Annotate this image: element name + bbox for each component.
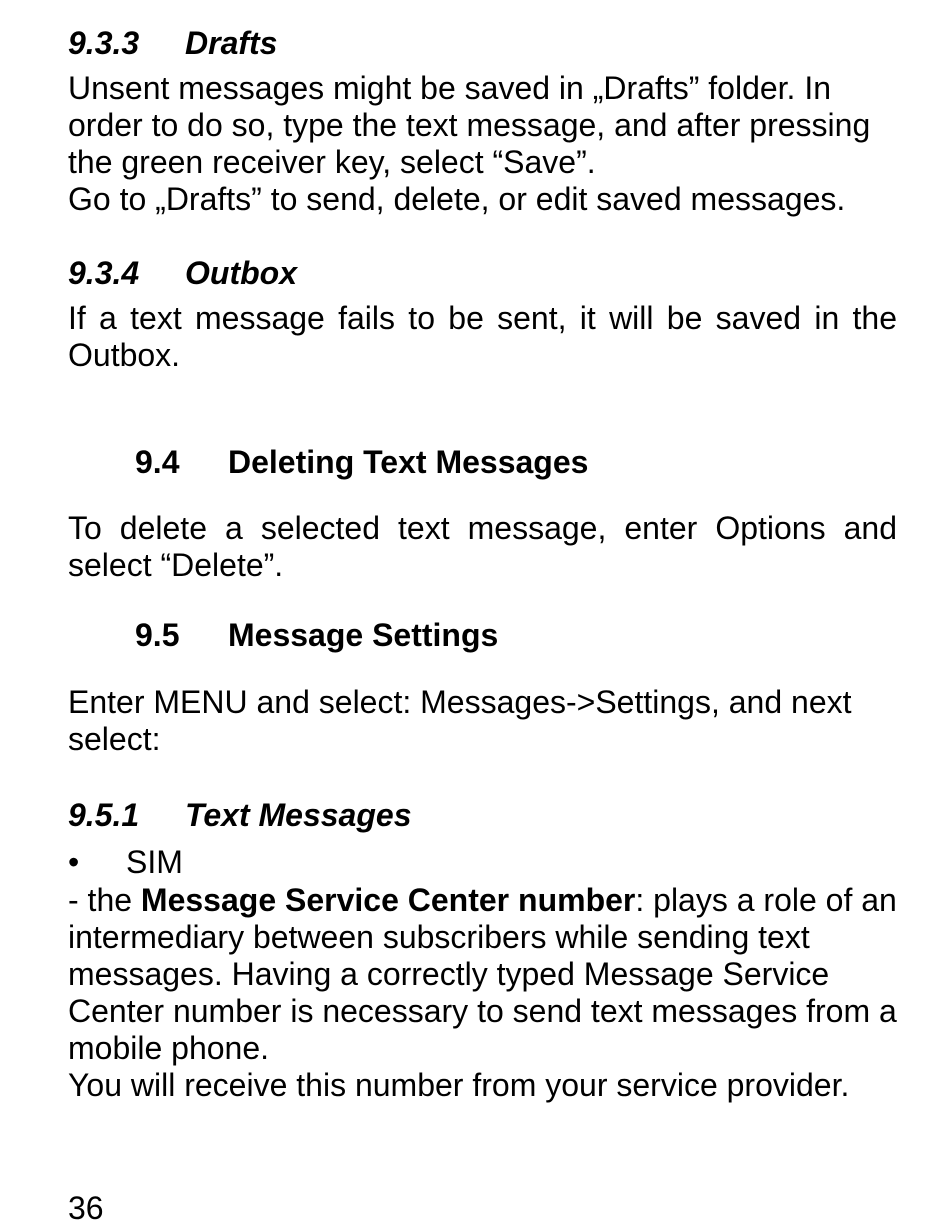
section-heading-settings	[68, 616, 498, 654]
paragraph-line	[68, 882, 897, 919]
outbox-paragraph	[68, 300, 897, 374]
section-heading-deleting	[68, 443, 588, 481]
paragraph-line: messages. Having a correctly typed Message Service	[68, 956, 830, 992]
bullet-label: SIM	[126, 844, 183, 880]
section-heading-outbox	[68, 254, 297, 292]
page-number: 36	[68, 1190, 104, 1226]
paragraph-line: Unsent messages might be saved in „Drafts” folder. In	[68, 70, 832, 106]
section-title: Deleting Text Messages	[228, 444, 589, 480]
section-number: 9.5.1	[68, 797, 140, 833]
paragraph-line: To delete a selected text message, enter Options and	[68, 510, 897, 546]
section-number: 9.3.3	[68, 25, 140, 61]
section-heading-text-messages	[68, 796, 411, 834]
paragraph-line: select “Delete”.	[68, 547, 284, 583]
paragraph-line: intermediary between subscribers while sending text	[68, 919, 810, 955]
section-number: 9.5	[135, 617, 180, 653]
section-title: Drafts	[185, 25, 278, 61]
intro-prefix: - the	[68, 882, 141, 918]
paragraph-line: If a text message fails to be sent, it will be saved in the	[68, 300, 897, 336]
paragraph-line: Enter MENU and select: Messages->Settings, and next	[68, 684, 852, 720]
section-number: 9.3.4	[68, 255, 140, 291]
section-heading-drafts	[68, 24, 277, 62]
intro-suffix: : plays a role of an	[635, 882, 897, 918]
section-title: Message Settings	[228, 617, 499, 653]
section-number: 9.4	[135, 444, 180, 480]
deleting-paragraph	[68, 510, 897, 584]
paragraph-line: You will receive this number from your service provider.	[68, 1067, 850, 1103]
section-title: Outbox	[185, 255, 297, 291]
paragraph-line: Center number is necessary to send text messages from a	[68, 993, 897, 1029]
bullet-item-sim	[68, 844, 183, 881]
bold-term: Message Service Center number	[140, 882, 636, 918]
paragraph-line: select:	[68, 721, 161, 757]
paragraph-line: Go to „Drafts” to send, delete, or edit saved messages.	[68, 181, 846, 217]
paragraph-line: mobile phone.	[68, 1030, 270, 1066]
settings-paragraph	[68, 684, 852, 758]
paragraph-line: Outbox.	[68, 337, 181, 373]
drafts-paragraph	[68, 70, 870, 218]
bullet-icon: •	[68, 844, 80, 880]
paragraph-line: the green receiver key, select “Save”.	[68, 144, 596, 180]
text-messages-paragraph	[68, 882, 897, 1104]
paragraph-line: order to do so, type the text message, and after pressing	[68, 107, 871, 143]
section-title: Text Messages	[185, 797, 412, 833]
